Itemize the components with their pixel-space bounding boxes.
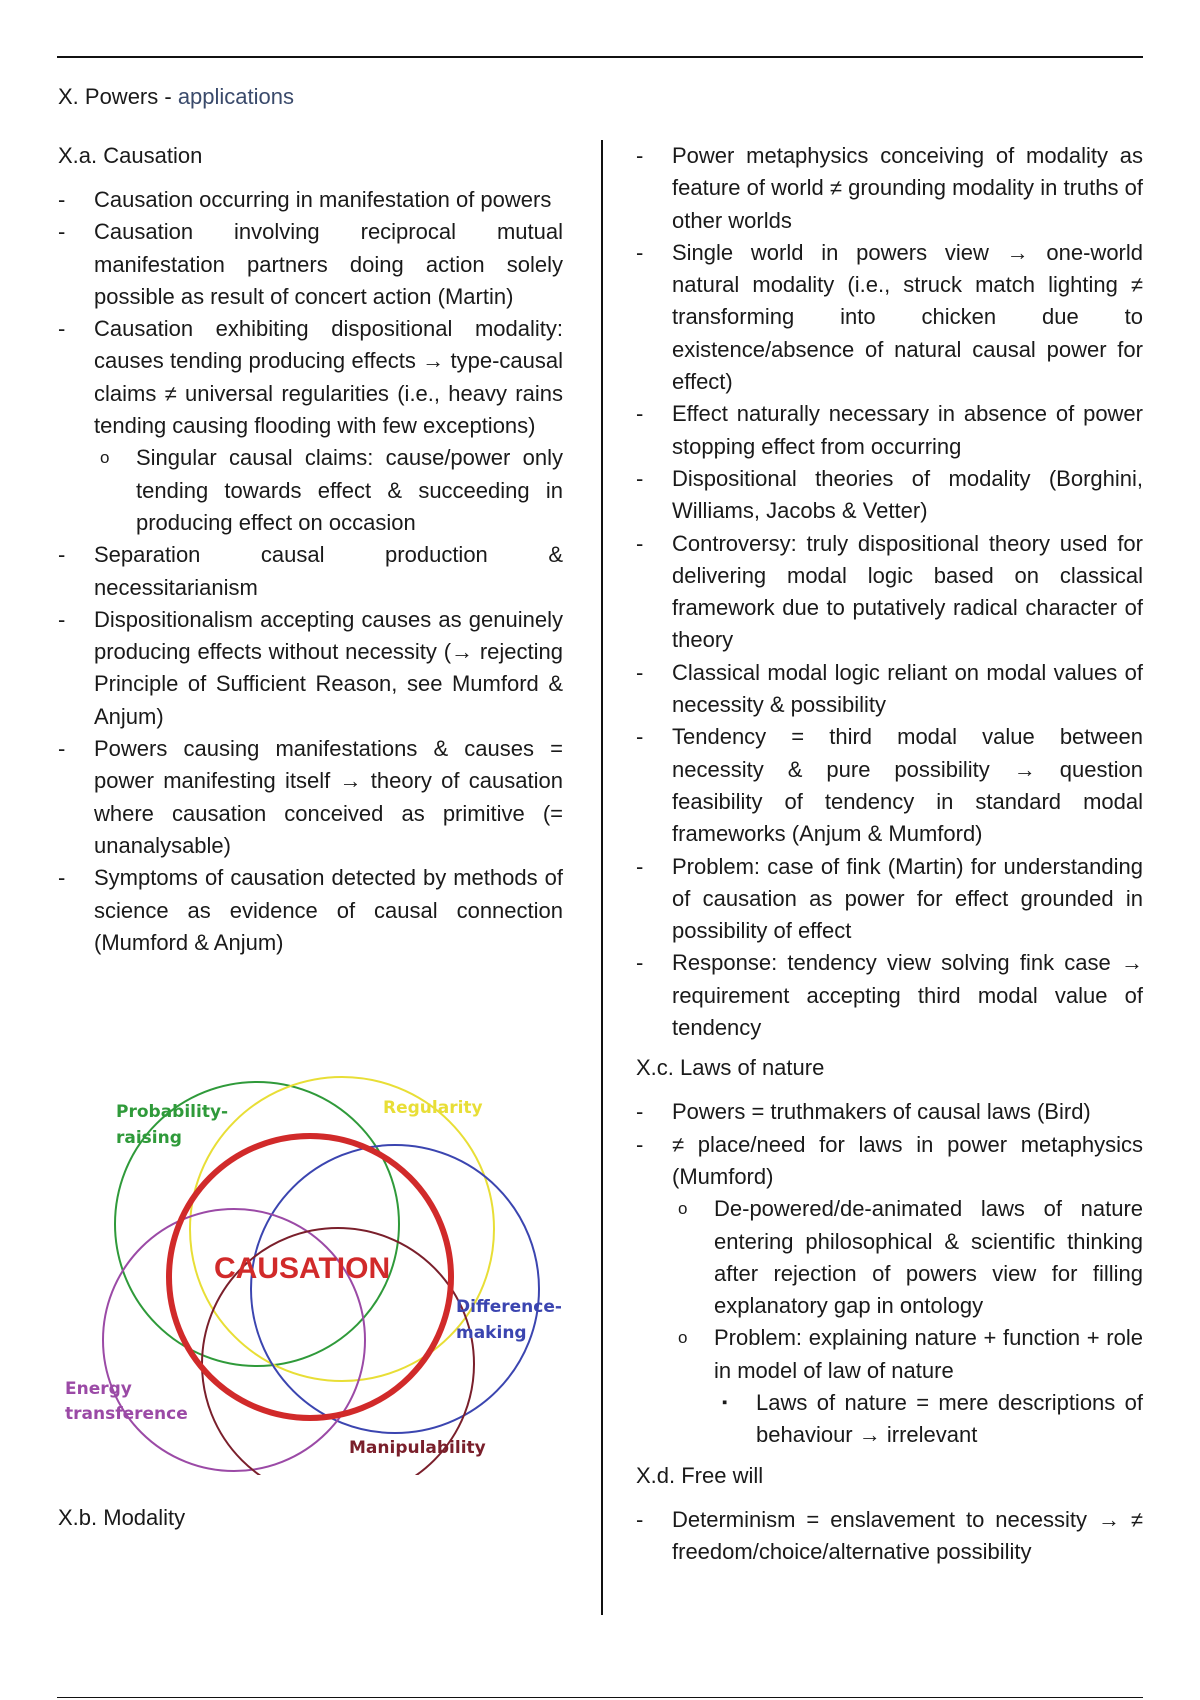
list-item: - Symptoms of causation detected by methods of science as evidence of causal connection (Mumford & Anjum) xyxy=(58,862,563,959)
heading-free-will: X.d. Free will xyxy=(636,1462,764,1488)
list-item: - Dispositional theories of modality (Borghini, Williams, Jacobs & Vetter) xyxy=(636,463,1143,528)
left-column xyxy=(58,140,563,959)
right-column xyxy=(636,140,1143,1568)
list-item: - Effect naturally necessary in absence of power stopping effect from occurring xyxy=(636,398,1143,463)
list-item: - Power metaphysics conceiving of modality as feature of world ≠ grounding modality in truths of other worlds xyxy=(636,140,1143,237)
list-item: - Causation involving reciprocal mutual manifestation partners doing action solely possible as result of concert action (Martin) xyxy=(58,216,563,313)
list-item: - Dispositionalism accepting causes as genuinely producing effects without necessity (→ rejecting Principle of Sufficient Reason, see Mumford & Anjum) xyxy=(58,604,563,733)
column-divider xyxy=(601,140,603,1615)
title-accent: applications xyxy=(177,84,294,109)
heading-modality: X.b. Modality xyxy=(58,1505,186,1530)
list-item: - Problem: case of fink (Martin) for understanding of causation as power for effect grounded in possibility of effect xyxy=(636,851,1143,948)
top-rule xyxy=(57,56,1143,58)
modality-list xyxy=(636,140,1143,1044)
list-item: - Causation occurring in manifestation of powers xyxy=(58,184,563,216)
list-item: - Determinism = enslavement to necessity → ≠ freedom/choice/alternative possibility xyxy=(636,1504,1143,1569)
list-item: - Response: tendency view solving fink case → requirement accepting third modal value of tendency xyxy=(636,947,1143,1044)
free-will-list xyxy=(636,1504,1143,1569)
list-item: - Causation exhibiting dispositional modality: causes tending producing effects → type-causal claims ≠ universal regularities (i.e., heavy rains tending causing flooding with few exceptions) xyxy=(58,313,563,442)
manipulability-label: Manipulability xyxy=(349,1438,486,1458)
sub-list-item: o Singular causal claims: cause/power only tending towards effect & succeeding in producing effect on occasion xyxy=(58,442,563,539)
list-item: - Tendency = third modal value between necessity & pure possibility → question feasibility of tendency in standard modal frameworks (Anjum & Mumford) xyxy=(636,721,1143,850)
list-item: - Classical modal logic reliant on modal values of necessity & possibility xyxy=(636,657,1143,722)
list-item: - Powers = truthmakers of causal laws (Bird) xyxy=(636,1096,1143,1128)
causation-list xyxy=(58,184,563,959)
laws-list xyxy=(636,1096,1143,1451)
list-item: - Controversy: truly dispositional theory used for delivering modal logic based on classical framework due to putatively radical character of theory xyxy=(636,528,1143,657)
list-item: - ≠ place/need for laws in power metaphysics (Mumford) xyxy=(636,1129,1143,1194)
difference-label-1: Difference- xyxy=(456,1297,562,1317)
difference-label-2: making xyxy=(456,1323,527,1343)
energy-label-2: transference xyxy=(65,1404,188,1424)
sub-list-item: o De-powered/de-animated laws of nature entering philosophical & scientific thinking after rejection of powers view for filling explanatory gap in ontology xyxy=(636,1193,1143,1322)
page-title xyxy=(58,84,294,110)
list-item: - Single world in powers view → one-world natural modality (i.e., struck match lighting ≠ transforming into chicken due to existence/absence of natural causal power for effect) xyxy=(636,237,1143,398)
title-prefix: X. Powers - xyxy=(58,84,178,109)
probability-circle xyxy=(115,1082,399,1366)
sub-sub-list-item: ▪ Laws of nature = mere descriptions of behaviour → irrelevant xyxy=(636,1387,1143,1452)
regularity-label: Regularity xyxy=(383,1098,483,1118)
energy-label-1: Energy xyxy=(65,1379,132,1399)
heading-causation: X.a. Causation xyxy=(58,143,203,168)
heading-laws-of-nature: X.c. Laws of nature xyxy=(636,1055,825,1081)
probability-label-2: raising xyxy=(116,1128,182,1148)
list-item: - Separation causal production & necessitarianism xyxy=(58,539,563,604)
causation-label: CAUSATION xyxy=(214,1252,391,1285)
causation-venn-diagram xyxy=(60,1075,575,1475)
probability-label-1: Probability- xyxy=(116,1102,229,1122)
bottom-rule xyxy=(57,1697,1143,1698)
sub-list-item: o Problem: explaining nature + function + role in model of law of nature xyxy=(636,1322,1143,1387)
list-item: - Powers causing manifestations & causes = power manifesting itself → theory of causation where causation conceived as primitive (= unanalysable) xyxy=(58,733,563,862)
energy-circle xyxy=(103,1209,365,1471)
